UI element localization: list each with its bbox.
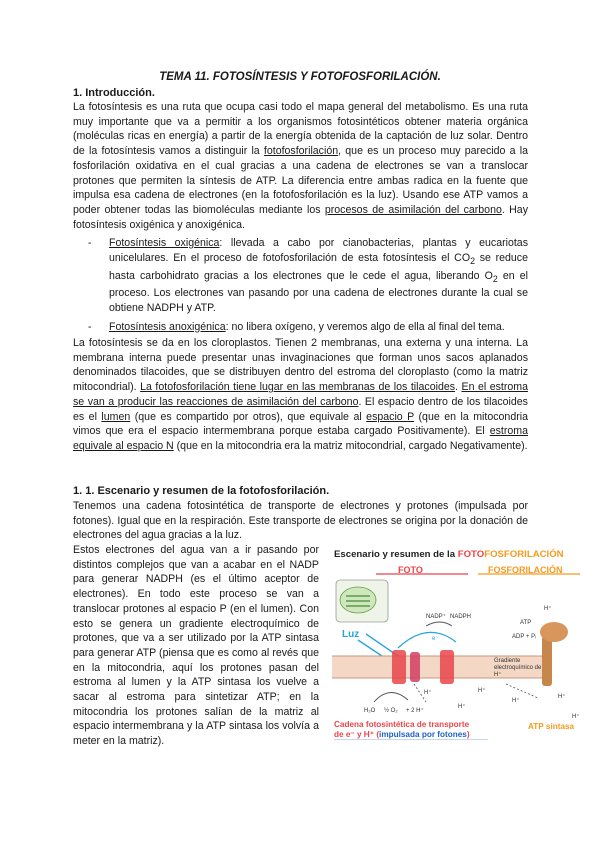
text-run: (que en la mitocondria era la matriz mitocondrial, cargado Negativamente). [173,439,528,452]
subscript: 2 [470,255,475,266]
caption-run-blue: impulsada por fotones [379,730,467,739]
text-run: La fotosíntesis se da en los cloroplastos. Tienen 2 membranas, una externa y una interna. La membrana interna puede presentar unas invaginaciones que forman unos sacos aplanados denominados tilacoides, que se distribuyen dentro del estroma del cloroplasto (como la matriz mitocondrial). [73,337,528,394]
nadp-label: NADP⁺ [426,614,446,620]
title-run-orange: FOSFORILACIÓN [484,549,564,560]
proton-label: H⁺ [544,606,552,612]
chloroplast-paragraph [73,336,528,454]
proton-label: H⁺ [512,698,520,704]
proton-label: H⁺ [478,688,486,694]
intro-heading: 1. Introducción. [73,87,155,99]
electron-path [398,632,456,648]
photosystem-i [440,650,454,684]
underlined-term: espacio P [366,410,415,423]
text-run: Estos electrones del agua van a ir pasando por distintos complejos que van a acabar en el NADP para generar NADPH (es el último aceptor de electrones). En todo este proceso se van a translocar protones al espacio P (en el lumen). Con esto se genera un gradiente electroquímico de protones, que va a ser utilizado por la ATP sintasa para generar ATP (piensa que es como al revés que en la mitocondria, aquí los protones pasan del estroma al lumen y la ATP sintasa los vuelve a sacar al estroma para sintetizar ATP; en la mitocondria los protones salían de la matriz al espacio intermembrana y la ATP sintasa los volvía a meter en la matriz). [73,544,319,748]
caption-line: Cadena fotosintética de transporte [334,720,470,729]
foto-label: FOTO [398,565,423,575]
figure-caption [334,720,470,740]
adp-label: ADP + Pᵢ [512,634,537,640]
water-arrow [374,692,408,702]
proton-label: H⁺ [558,694,566,700]
chloroplast-icon [340,587,376,613]
photophosphorylation-figure [328,544,588,740]
section-heading: 1. 1. Escenario y resumen de la fotofosforilación. [73,485,330,497]
text-run: (que en la mitocondria vimos que era el espacio intermembrana porque estaba cargado Positivamente). El [73,410,528,438]
text-run: se reduce hasta carbohidrato gracias a los electrones que le cede el agua, liberando O [109,251,529,282]
fosforilacion-label: FOSFORILACIÓN [488,565,563,575]
text-run: , que es un proceso muy parecido a la fosforilación oxidativa en el cual gracias a una cadena de electrones se van a translocar protones que permiten la síntesis de ATP. La diferencia entre ambas radica en la fuente que impulsa esa cadena de electrones (en la fotofosforilación es la luz). Usando ese ATP vamos a poder obtener todas las biomoléculas mediante los [73,145,528,216]
two-protons-label: + 2 H⁺ [406,708,424,714]
text-run: en el proceso. Los electrones van pasando por una cadena de electrones durante la cual se obtiene NADPH y ATP. [109,269,528,315]
title-run-red: FOTO [457,549,485,560]
subscript: 2 [492,273,498,284]
underlined-term: procesos de asimilación del carbono [324,203,502,216]
oxygen-label: ½ O₂ [384,708,398,714]
photosynthesis-types-list [88,236,528,334]
proton-arrow [506,684,538,698]
list-item [88,320,528,335]
document-title: TEMA 11. FOTOSÍNTESIS Y FOTOFOSFORILACIÓN. [159,71,441,83]
underlined-term: lumen [101,410,131,423]
atp-label: ATP [520,620,532,626]
underlined-term: fotofosforilación [263,145,339,158]
underlined-term: Fotosíntesis anoxigénica [109,320,226,333]
text-run: La fotosíntesis es una ruta que ocupa casi todo el mapa general del metabolismo. Es una ruta muy importante que va a permitir a los organismos fotosintéticos obtener materia orgánica (moléculas ricas en energía) a partir de la energía obtenida de la captación de luz solar. Dentro de la fotosíntesis vamos a distinguir la [73,101,528,158]
intro-paragraph [73,100,528,232]
caption-run: ) [466,730,470,739]
scenario-paragraph [73,499,528,543]
proton-label: H⁺ [458,704,466,710]
water-label: H₂O [364,708,376,714]
text-run: . Hay fotosíntesis oxigénica y anoxigénica. [73,203,528,231]
cytochrome-complex [410,652,420,682]
gradient-label: Gradiente electroquímico de H⁺ [494,658,542,678]
caption-run: de e⁻ y H⁺ ( [334,730,380,739]
photosystem-ii [392,650,406,684]
list-bullet: - [88,237,92,249]
atp-synthase-label: ATP sintasa [528,722,575,731]
text-run: . El espacio dentro de los tilacoides es el [73,395,528,423]
nadph-label: NADPH [450,614,472,620]
title-run: Escenario y resumen de la [334,549,458,560]
underlined-term: estroma equivale al espacio N [73,425,528,452]
text-run: (que es compartido por otros), que equivale al [130,410,367,423]
text-run: : llevada a cabo por cianobacterias, plantas y eucariotas unicelulares. En el proceso de fotofosforilación de esta fotosíntesis el CO [109,237,528,264]
underlined-term: En el estroma se van a producir las reacciones de asimilación del carbono [73,381,529,408]
electron-flow-paragraph [73,543,319,749]
atp-synthase-head [540,622,568,642]
text-run: Tenemos una cadena fotosintética de transporte de electrones y protones (impulsada por fotones). Igual que en la respiración. Este transporte de electrones se origina por la donación de electrones del agua gracias a la luz. [73,500,528,542]
proton-label: H⁺ [572,714,580,720]
light-label: Luz [342,629,360,640]
text-run: . [455,381,462,394]
underlined-term: Fotosíntesis oxigénica [109,237,220,249]
electron-label: e⁻ [432,636,439,642]
proton-label: H⁺ [424,690,432,696]
text-run: : no libera oxígeno, y veremos algo de ella al final del tema. [225,320,505,333]
list-bullet: - [88,320,92,333]
underlined-term: La fotofosforilación tiene lugar en las membranas de los tilacoides [140,381,456,394]
list-item [88,236,528,316]
